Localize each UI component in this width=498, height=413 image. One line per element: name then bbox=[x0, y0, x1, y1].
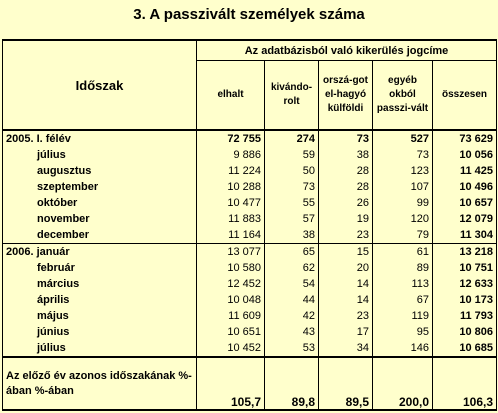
cell-orszagot-elhagyo: 15 bbox=[319, 244, 373, 261]
column-header-elhalt: elhalt bbox=[197, 61, 265, 131]
cell-egyeb: 120 bbox=[373, 211, 433, 227]
row-label: augusztus bbox=[3, 163, 197, 179]
row-label: december bbox=[3, 227, 197, 244]
row-label: április bbox=[3, 292, 197, 308]
cell-kivandorolt: 50 bbox=[265, 163, 319, 179]
table-row bbox=[3, 324, 497, 340]
cell-orszagot-elhagyo: 20 bbox=[319, 260, 373, 276]
column-header-kivandorolt: kivándo-rolt bbox=[265, 61, 319, 131]
reason-group-header: Az adatbázisból való kikerülés jogcíme bbox=[197, 40, 497, 61]
data-table bbox=[2, 39, 497, 411]
cell-orszagot-elhagyo: 38 bbox=[319, 147, 373, 163]
period-header: Időszak bbox=[3, 40, 197, 130]
cell-elhalt: 10 651 bbox=[197, 324, 265, 340]
row-label: 2005. I. félév bbox=[3, 130, 197, 147]
row-label: szeptember bbox=[3, 179, 197, 195]
cell-kivandorolt: 38 bbox=[265, 227, 319, 244]
table-row bbox=[3, 260, 497, 276]
row-label: június bbox=[3, 324, 197, 340]
cell-kivandorolt: 62 bbox=[265, 260, 319, 276]
cell-egyeb: 146 bbox=[373, 340, 433, 357]
cell-elhalt: 11 164 bbox=[197, 227, 265, 244]
cell-osszesen: 10 657 bbox=[433, 195, 497, 211]
cell-osszesen: 13 218 bbox=[433, 244, 497, 261]
column-header-egyeb: egyéb okból passzi-vált bbox=[373, 61, 433, 131]
table-row bbox=[3, 244, 497, 261]
footer-row bbox=[3, 357, 497, 410]
table-row bbox=[3, 163, 497, 179]
row-label: február bbox=[3, 260, 197, 276]
row-label: július bbox=[3, 147, 197, 163]
cell-egyeb: 95 bbox=[373, 324, 433, 340]
cell-osszesen: 11 793 bbox=[433, 308, 497, 324]
cell-kivandorolt: 55 bbox=[265, 195, 319, 211]
table-row bbox=[3, 211, 497, 227]
cell-osszesen: 12 079 bbox=[433, 211, 497, 227]
cell-egyeb: 67 bbox=[373, 292, 433, 308]
cell-elhalt: 11 224 bbox=[197, 163, 265, 179]
row-label: március bbox=[3, 276, 197, 292]
cell-osszesen: 10 806 bbox=[433, 324, 497, 340]
cell-orszagot-elhagyo: 19 bbox=[319, 211, 373, 227]
cell-elhalt: 11 609 bbox=[197, 308, 265, 324]
cell-orszagot-elhagyo: 17 bbox=[319, 324, 373, 340]
cell-orszagot-elhagyo: 14 bbox=[319, 292, 373, 308]
cell-egyeb: 123 bbox=[373, 163, 433, 179]
cell-egyeb: 107 bbox=[373, 179, 433, 195]
cell-kivandorolt: 43 bbox=[265, 324, 319, 340]
table-row bbox=[3, 276, 497, 292]
cell-egyeb: 89 bbox=[373, 260, 433, 276]
cell-elhalt: 10 288 bbox=[197, 179, 265, 195]
cell-osszesen: 73 629 bbox=[433, 130, 497, 147]
cell-kivandorolt: 44 bbox=[265, 292, 319, 308]
cell-osszesen: 10 496 bbox=[433, 179, 497, 195]
cell-orszagot-elhagyo: 23 bbox=[319, 308, 373, 324]
cell-osszesen: 11 425 bbox=[433, 163, 497, 179]
column-header-orszagot-elhagyo: orszá-got el-hagyó külföldi bbox=[319, 61, 373, 131]
cell-orszagot-elhagyo: 28 bbox=[319, 163, 373, 179]
table-row bbox=[3, 195, 497, 211]
cell-osszesen: 10 685 bbox=[433, 340, 497, 357]
row-label: július bbox=[3, 340, 197, 357]
cell-elhalt: 10 477 bbox=[197, 195, 265, 211]
cell-orszagot-elhagyo: 26 bbox=[319, 195, 373, 211]
cell-elhalt: 72 755 bbox=[197, 130, 265, 147]
cell-orszagot-elhagyo: 14 bbox=[319, 276, 373, 292]
row-label: október bbox=[3, 195, 197, 211]
cell-elhalt: 10 580 bbox=[197, 260, 265, 276]
cell-orszagot-elhagyo: 73 bbox=[319, 130, 373, 147]
cell-kivandorolt: 54 bbox=[265, 276, 319, 292]
cell-egyeb: 113 bbox=[373, 276, 433, 292]
table-row bbox=[3, 130, 497, 147]
cell-egyeb: 79 bbox=[373, 227, 433, 244]
row-label: november bbox=[3, 211, 197, 227]
table-row bbox=[3, 147, 497, 163]
cell-kivandorolt: 53 bbox=[265, 340, 319, 357]
footer-kivandorolt: 89,8 bbox=[265, 357, 319, 410]
cell-osszesen: 12 633 bbox=[433, 276, 497, 292]
cell-egyeb: 99 bbox=[373, 195, 433, 211]
footer-egyeb: 200,0 bbox=[373, 357, 433, 410]
footer-osszesen: 106,3 bbox=[433, 357, 497, 410]
cell-elhalt: 10 048 bbox=[197, 292, 265, 308]
cell-kivandorolt: 65 bbox=[265, 244, 319, 261]
cell-osszesen: 10 751 bbox=[433, 260, 497, 276]
cell-kivandorolt: 274 bbox=[265, 130, 319, 147]
table-row bbox=[3, 292, 497, 308]
cell-kivandorolt: 57 bbox=[265, 211, 319, 227]
table-row bbox=[3, 340, 497, 357]
footer-orszagot-elhagyo: 89,5 bbox=[319, 357, 373, 410]
row-label: május bbox=[3, 308, 197, 324]
cell-elhalt: 12 452 bbox=[197, 276, 265, 292]
cell-osszesen: 10 173 bbox=[433, 292, 497, 308]
column-header-osszesen: összesen bbox=[433, 61, 497, 131]
cell-kivandorolt: 42 bbox=[265, 308, 319, 324]
cell-orszagot-elhagyo: 34 bbox=[319, 340, 373, 357]
cell-elhalt: 9 886 bbox=[197, 147, 265, 163]
cell-egyeb: 61 bbox=[373, 244, 433, 261]
table-row bbox=[3, 308, 497, 324]
footer-elhalt: 105,7 bbox=[197, 357, 265, 410]
cell-egyeb: 527 bbox=[373, 130, 433, 147]
cell-elhalt: 11 883 bbox=[197, 211, 265, 227]
row-label: 2006. január bbox=[3, 244, 197, 261]
cell-elhalt: 10 452 bbox=[197, 340, 265, 357]
table-row bbox=[3, 179, 497, 195]
cell-orszagot-elhagyo: 28 bbox=[319, 179, 373, 195]
cell-orszagot-elhagyo: 23 bbox=[319, 227, 373, 244]
table-row bbox=[3, 227, 497, 244]
cell-kivandorolt: 59 bbox=[265, 147, 319, 163]
cell-osszesen: 10 056 bbox=[433, 147, 497, 163]
cell-elhalt: 13 077 bbox=[197, 244, 265, 261]
cell-egyeb: 119 bbox=[373, 308, 433, 324]
cell-kivandorolt: 73 bbox=[265, 179, 319, 195]
cell-osszesen: 11 304 bbox=[433, 227, 497, 244]
footer-label: Az előző év azonos időszakának %-ában %-ában bbox=[3, 357, 197, 410]
table-title: 3. A passzivált személyek száma bbox=[133, 6, 365, 23]
cell-egyeb: 73 bbox=[373, 147, 433, 163]
